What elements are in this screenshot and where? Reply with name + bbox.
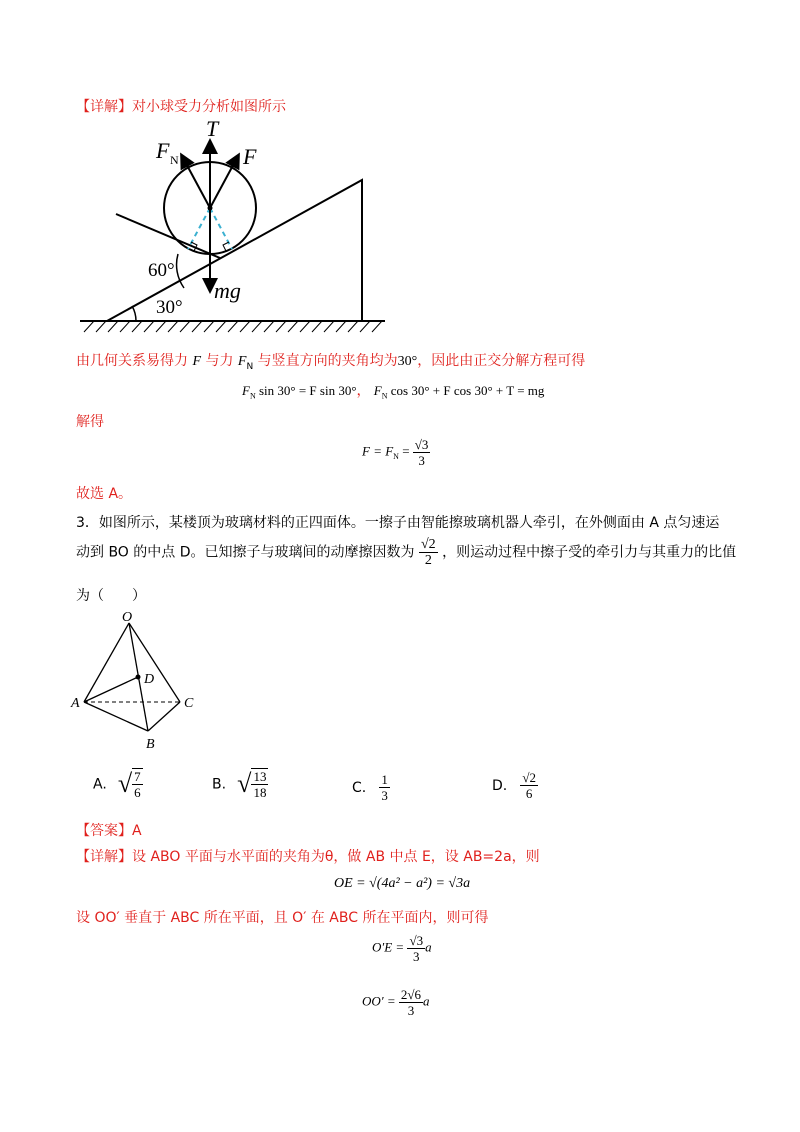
eq4-num: √3 bbox=[409, 933, 424, 948]
ball-center bbox=[208, 206, 213, 211]
equation-4 bbox=[372, 933, 432, 964]
equation-2 bbox=[362, 437, 430, 468]
eq1-a-sub: N bbox=[249, 391, 256, 401]
eq5-lhs: OO′ = bbox=[362, 993, 399, 1009]
equation-5 bbox=[362, 987, 430, 1018]
eq5-den: 3 bbox=[407, 1003, 415, 1018]
option-d-frac bbox=[520, 770, 538, 801]
option-b-frac bbox=[251, 768, 268, 800]
eq4-frac bbox=[407, 933, 425, 964]
eq2-fraction bbox=[413, 437, 431, 468]
detail-heading bbox=[76, 96, 286, 116]
option-c-num: 1 bbox=[381, 772, 388, 787]
eq5-tail: a bbox=[423, 993, 430, 1009]
eq1-a-rest: sin 30° = F sin 30° bbox=[255, 383, 357, 398]
equation-1 bbox=[242, 380, 544, 401]
mu-num: √2 bbox=[420, 537, 436, 552]
option-b[interactable]: B. √ $\frac{13}{18}$ bbox=[212, 769, 267, 800]
geometry-FN-sub: N bbox=[246, 361, 254, 372]
eq2-den: 3 bbox=[418, 453, 425, 468]
eq1-b: F bbox=[373, 383, 382, 398]
option-d-label: D. bbox=[492, 778, 508, 794]
answer-line bbox=[76, 820, 142, 840]
mu-fraction bbox=[419, 537, 438, 568]
choose-statement: 故选 A。 bbox=[76, 486, 133, 502]
normal-left bbox=[188, 208, 210, 249]
eq1-sep: ， bbox=[356, 383, 371, 399]
q3-line2 bbox=[76, 537, 736, 568]
detail2-line bbox=[76, 846, 540, 866]
answer-label: 【答案】 bbox=[76, 823, 132, 839]
perpendicular-statement: 设 OO′ 垂直于 ABC 所在平面，且 O′ 在 ABC 所在平面内，则可得 bbox=[76, 910, 489, 926]
eq4-den: 3 bbox=[413, 949, 420, 964]
option-a-frac bbox=[132, 768, 143, 800]
label-D: D bbox=[144, 672, 155, 687]
option-d[interactable] bbox=[492, 770, 538, 801]
edge-OA bbox=[84, 623, 129, 702]
label-O: O bbox=[122, 610, 133, 625]
option-c-label: C. bbox=[352, 780, 367, 796]
option-c-den: 3 bbox=[381, 788, 388, 803]
geometry-pre: 由几何关系易得力 bbox=[76, 353, 188, 369]
q3-line2b: ，则运动过程中擦子受的牵引力与其重力的比值 bbox=[442, 544, 737, 561]
option-b-num: 13 bbox=[253, 769, 267, 784]
geometry-FN: F bbox=[237, 354, 247, 369]
geometry-mid: 与力 bbox=[205, 353, 234, 369]
edge-AB bbox=[84, 702, 148, 731]
label-FN: F bbox=[156, 138, 170, 163]
option-b-label: B. bbox=[212, 776, 227, 793]
incline-ball-figure bbox=[70, 118, 400, 333]
eq4-lhs: O′E = bbox=[372, 939, 408, 955]
point-D bbox=[136, 675, 141, 680]
label-mg: mg bbox=[214, 278, 241, 303]
solve-label: 解得 bbox=[76, 414, 104, 430]
eq2-num: √3 bbox=[414, 437, 429, 452]
option-a-num: 7 bbox=[134, 769, 141, 784]
eq4-tail: a bbox=[425, 939, 432, 955]
mu-den: 2 bbox=[424, 553, 432, 568]
q3-line2a: 动到 BO 的中点 D。已知擦子与玻璃间的动摩擦因数为 bbox=[76, 544, 415, 561]
edge-OC bbox=[129, 623, 180, 702]
segment-AD bbox=[84, 677, 138, 702]
option-b-den: 18 bbox=[253, 785, 267, 800]
label-60: 60° bbox=[148, 260, 175, 281]
geometry-post: 与竖直方向的夹角均为 bbox=[257, 353, 398, 369]
option-d-den: 6 bbox=[525, 786, 533, 801]
left-board bbox=[116, 214, 220, 258]
eq1-b-rest: cos 30° + F cos 30° + T = mg bbox=[387, 383, 545, 398]
detail-text: 对小球受力分析如图所示 bbox=[132, 99, 286, 115]
label-T: T bbox=[206, 118, 219, 141]
eq1-a: F bbox=[242, 383, 250, 398]
answer-value: A bbox=[132, 823, 142, 839]
normal-right bbox=[210, 208, 232, 249]
label-C: C bbox=[184, 696, 194, 711]
option-c[interactable] bbox=[352, 772, 390, 803]
label-30: 30° bbox=[156, 297, 183, 318]
eq1-b-sub: N bbox=[381, 391, 388, 401]
edge-CB bbox=[148, 702, 180, 731]
label-A: A bbox=[71, 696, 80, 711]
option-a-den: 6 bbox=[134, 785, 141, 800]
geometry-F: F bbox=[192, 354, 202, 369]
label-B: B bbox=[146, 737, 155, 752]
detail2-text: 设 ABO 平面与水平面的夹角为θ，做 AB 中点 E，设 AB=2a，则 bbox=[132, 849, 540, 865]
ground-hatch bbox=[84, 321, 382, 332]
tetrahedron-figure bbox=[68, 605, 218, 755]
geometry-angle: 30° bbox=[397, 354, 418, 369]
geometry-statement bbox=[76, 350, 585, 372]
eq2-lhs: F = F bbox=[362, 443, 394, 459]
label-F: F bbox=[243, 144, 257, 169]
q3-line3: 为（ ） bbox=[76, 588, 146, 604]
eq2-eq: = bbox=[398, 443, 413, 459]
eq2-lhs-sub: N bbox=[393, 452, 399, 462]
geometry-tail: ，因此由正交分解方程可得 bbox=[417, 353, 586, 369]
q3-line1: 3．如图所示，某楼顶为玻璃材料的正四面体。一擦子由智能擦玻璃机器人牵引，在外侧面由 A 点匀速运 bbox=[76, 515, 720, 531]
option-c-frac bbox=[379, 772, 390, 803]
detail-label: 【详解】 bbox=[76, 99, 132, 115]
eq5-num: 2√6 bbox=[400, 987, 422, 1002]
detail2-label: 【详解】 bbox=[76, 849, 132, 865]
label-FN-sub: N bbox=[170, 153, 179, 167]
eq5-frac bbox=[399, 987, 423, 1018]
equation-3: OE = √(4a² − a²) = √3a bbox=[334, 876, 471, 891]
option-a-label: A. bbox=[93, 776, 107, 793]
angle-arc-30 bbox=[132, 306, 136, 321]
option-d-num: √2 bbox=[522, 770, 536, 785]
option-a[interactable]: A. √ $\frac{7}{6}$ bbox=[93, 769, 141, 800]
